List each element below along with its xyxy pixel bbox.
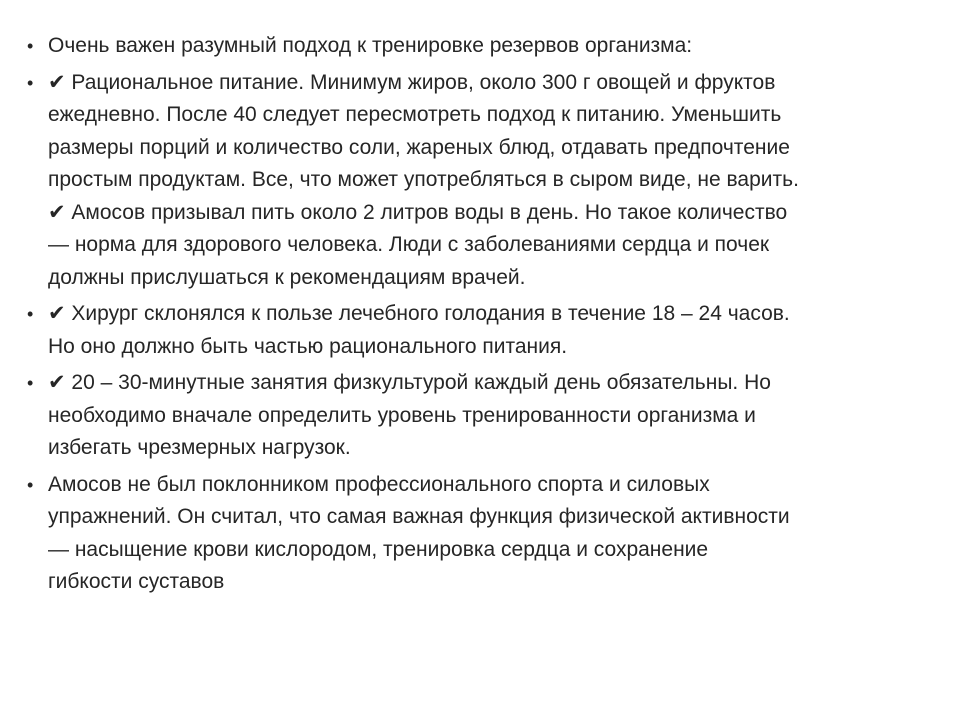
- bullet-list: [27, 30, 927, 603]
- text-line: избегать чрезмерных нагрузок.: [48, 436, 351, 459]
- text-line: размеры порций и количество соли, жареных блюд, отдавать предпочтение: [48, 135, 790, 159]
- text-line: необходимо вначале определить уровень тренированности организма и: [48, 403, 756, 427]
- bullet-text: [48, 30, 927, 63]
- bullet-icon: •: [27, 304, 34, 324]
- text-line: ✔ Рациональное питание. Минимум жиров, около 300 г овощей и фруктов: [48, 70, 776, 94]
- text-line: Но оно должно быть частью рационального питания.: [48, 334, 568, 358]
- text-line: — норма для здорового человека. Люди с заболеваниями сердца и почек: [48, 233, 770, 256]
- bullet-icon: •: [27, 474, 34, 495]
- bullet-item: [27, 30, 927, 63]
- text-line: ежедневно. После 40 следует пересмотреть подход к питанию. Уменьшить: [48, 103, 782, 126]
- bullet-icon: •: [27, 373, 34, 393]
- text-line: упражнений. Он считал, что самая важная функция физической активности: [48, 505, 790, 528]
- text-line: Очень важен разумный подход к тренировке резервов организма:: [48, 34, 693, 57]
- bullet-text: [48, 67, 927, 295]
- text-line: должны прислушаться к рекомендациям врачей.: [48, 265, 526, 289]
- text-line: простым продуктам. Все, что может употребляться в сыром виде, не варить.: [48, 168, 799, 191]
- bullet-text: [48, 367, 927, 465]
- bullet-item: [27, 298, 927, 363]
- text-line: — насыщение крови кислородом, тренировка сердца и сохранение: [48, 537, 709, 561]
- text-line: гибкости суставов: [48, 570, 225, 593]
- text-line: ✔ Амосов призывал пить около 2 литров воды в день. Но такое количество: [48, 200, 788, 224]
- bullet-item: [27, 367, 927, 465]
- text-line: Амосов не был поклонником профессионального спорта и силовых: [48, 472, 710, 496]
- text-line: ✔ 20 – 30-минутные занятия физкультурой каждый день обязательны. Но: [48, 371, 771, 394]
- bullet-item: [27, 67, 927, 295]
- bullet-icon: •: [27, 36, 34, 56]
- text-line: ✔ Хирург склонялся к пользе лечебного голодания в течение 18 – 24 часов.: [48, 302, 790, 325]
- bullet-icon: •: [27, 72, 34, 93]
- bullet-item: [27, 469, 927, 599]
- bullet-text: [48, 298, 927, 363]
- bullet-text: [48, 469, 927, 599]
